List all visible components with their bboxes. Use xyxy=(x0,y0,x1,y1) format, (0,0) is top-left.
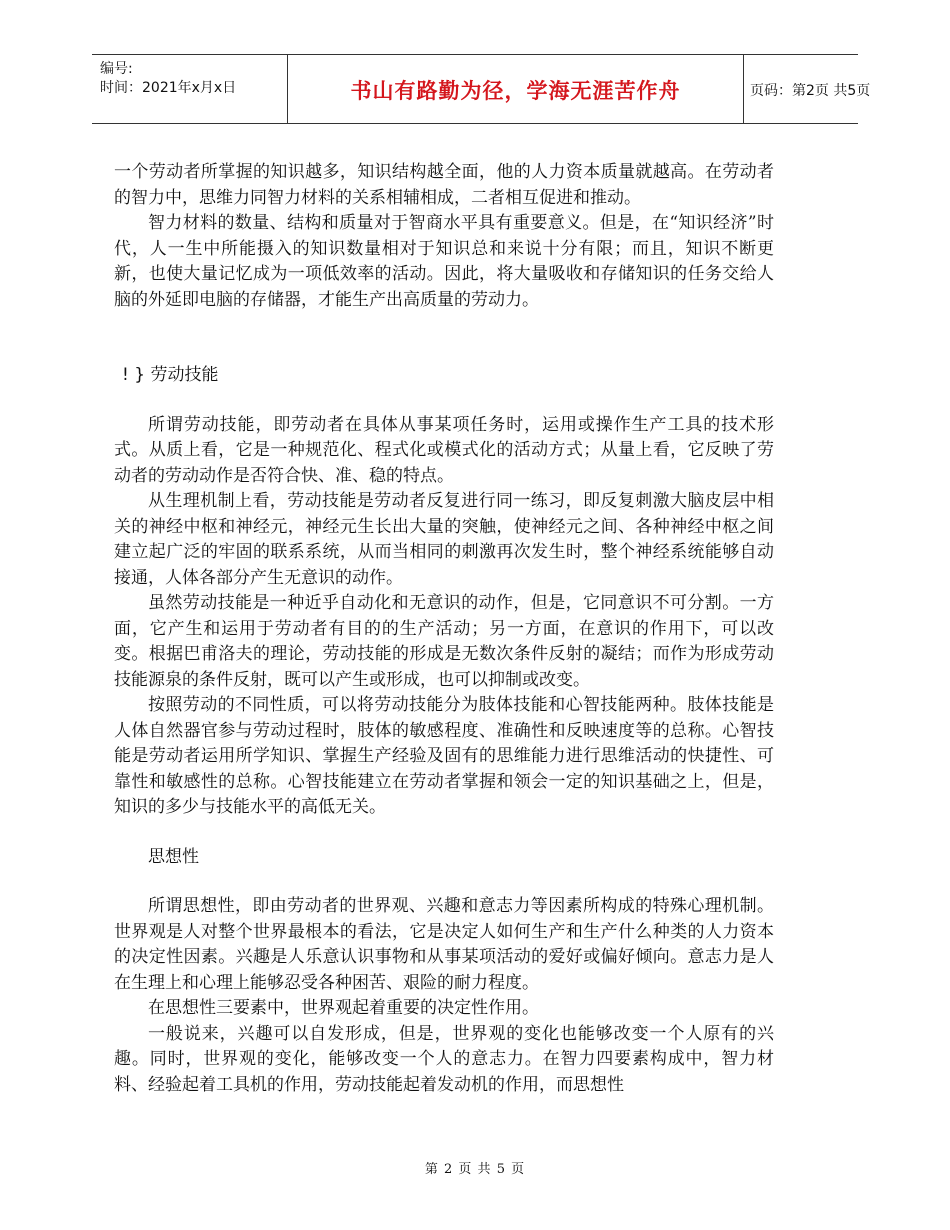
paragraph: 按照劳动的不同性质，可以将劳动技能分为肢体技能和心智技能两种。肢体技能是人体自然器官参与劳动过程时，肢体的敏感程度、准确性和反映速度等的总称。心智技能是劳动者运用所学知识、掌握生产经验及固有的思维能力进行思维活动的快捷性、可靠性和敏感性的总称。心智技能建立在劳动者掌握和领会一定的知识基础之上，但是，知识的多少与技能水平的高低无关。 xyxy=(114,695,774,817)
document-header xyxy=(92,54,871,124)
paragraph: 虽然劳动技能是一种近乎自动化和无意识的动作，但是，它同意识不可分割。一方面，它产生和运用于劳动者有目的的生产活动；另一方面，在意识的作用下，可以改变。根据巴甫洛夫的理论，劳动技能的形成是无数次条件反射的凝结；而作为形成劳动技能源泉的条件反射，既可以产生或形成，也可以抑制或改变。 xyxy=(114,593,774,690)
paragraph: 从生理机制上看，劳动技能是劳动者反复进行同一练习，即反复刺激大脑皮层中相关的神经中枢和神经元，神经元生长出大量的突触，使神经元之间、各种神经中枢之间建立起广泛的牢固的联系系统，从而当相同的刺激再次发生时，整个神经系统能够自动接通，人体各部分产生无意识的动作。 xyxy=(114,491,774,588)
header-motto: 书山有路勤为径，学海无涯苦作舟 xyxy=(350,79,681,103)
document-date-label: 时间：2021年x月x日 xyxy=(100,80,237,96)
document-body xyxy=(114,160,774,1098)
paragraph: 所谓劳动技能，即劳动者在具体从事某项任务时，运用或操作生产工具的技术形式。从质上看，它是一种规范化、程式化或模式化的活动方式；从量上看，它反映了劳动者的劳动动作是否符合快、准、稳的特点。 xyxy=(114,414,774,486)
header-motto-cell xyxy=(287,55,744,123)
section-heading: ! } 劳动技能 xyxy=(122,365,219,385)
paragraph: 智力材料的数量、结构和质量对于智商水平具有重要意义。但是，在“知识经济”时代，人一生中所能摄入的知识数量相对于知识总和来说十分有限；而且，知识不断更新，也使大量记忆成为一项低效率的活动。因此，将大量吸收和存储知识的任务交给人脑的外延即电脑的存储器，才能生产出高质量的劳动力。 xyxy=(114,213,774,310)
paragraph: 一个劳动者所掌握的知识越多，知识结构越全面，他的人力资本质量就越高。在劳动者的智力中，思维力同智力材料的关系相辅相成，二者相互促进和推动。 xyxy=(114,162,774,208)
section-heading: 思想性 xyxy=(148,846,199,867)
page-footer: 第 2 页 共 5 页 xyxy=(424,1162,526,1177)
paragraph: 在思想性三要素中，世界观起着重要的决定性作用。 xyxy=(148,998,539,1018)
header-info-cell xyxy=(92,55,287,123)
paragraph: 一般说来，兴趣可以自发形成，但是，世界观的变化也能够改变一个人原有的兴趣。同时，世界观的变化，能够改变一个人的意志力。在智力四要素构成中，智力材料、经验起着工具机的作用，劳动技能起着发动机的作用，而思想性 xyxy=(114,1023,774,1095)
document-number-label: 编号: xyxy=(100,61,133,77)
paragraph: 所谓思想性，即由劳动者的世界观、兴趣和意志力等因素所构成的特殊心理机制。世界观是人对整个世界最根本的看法，它是决定人如何生产和生产什么种类的人力资本的决定性因素。兴趣是人乐意认识事物和从事某项活动的爱好或偏好倾向。意志力是人在生理上和心理上能够忍受各种困苦、艰险的耐力程度。 xyxy=(114,896,774,993)
header-page-indicator: 页码：第2页 共5页 xyxy=(750,83,871,99)
header-page-cell xyxy=(742,55,871,123)
